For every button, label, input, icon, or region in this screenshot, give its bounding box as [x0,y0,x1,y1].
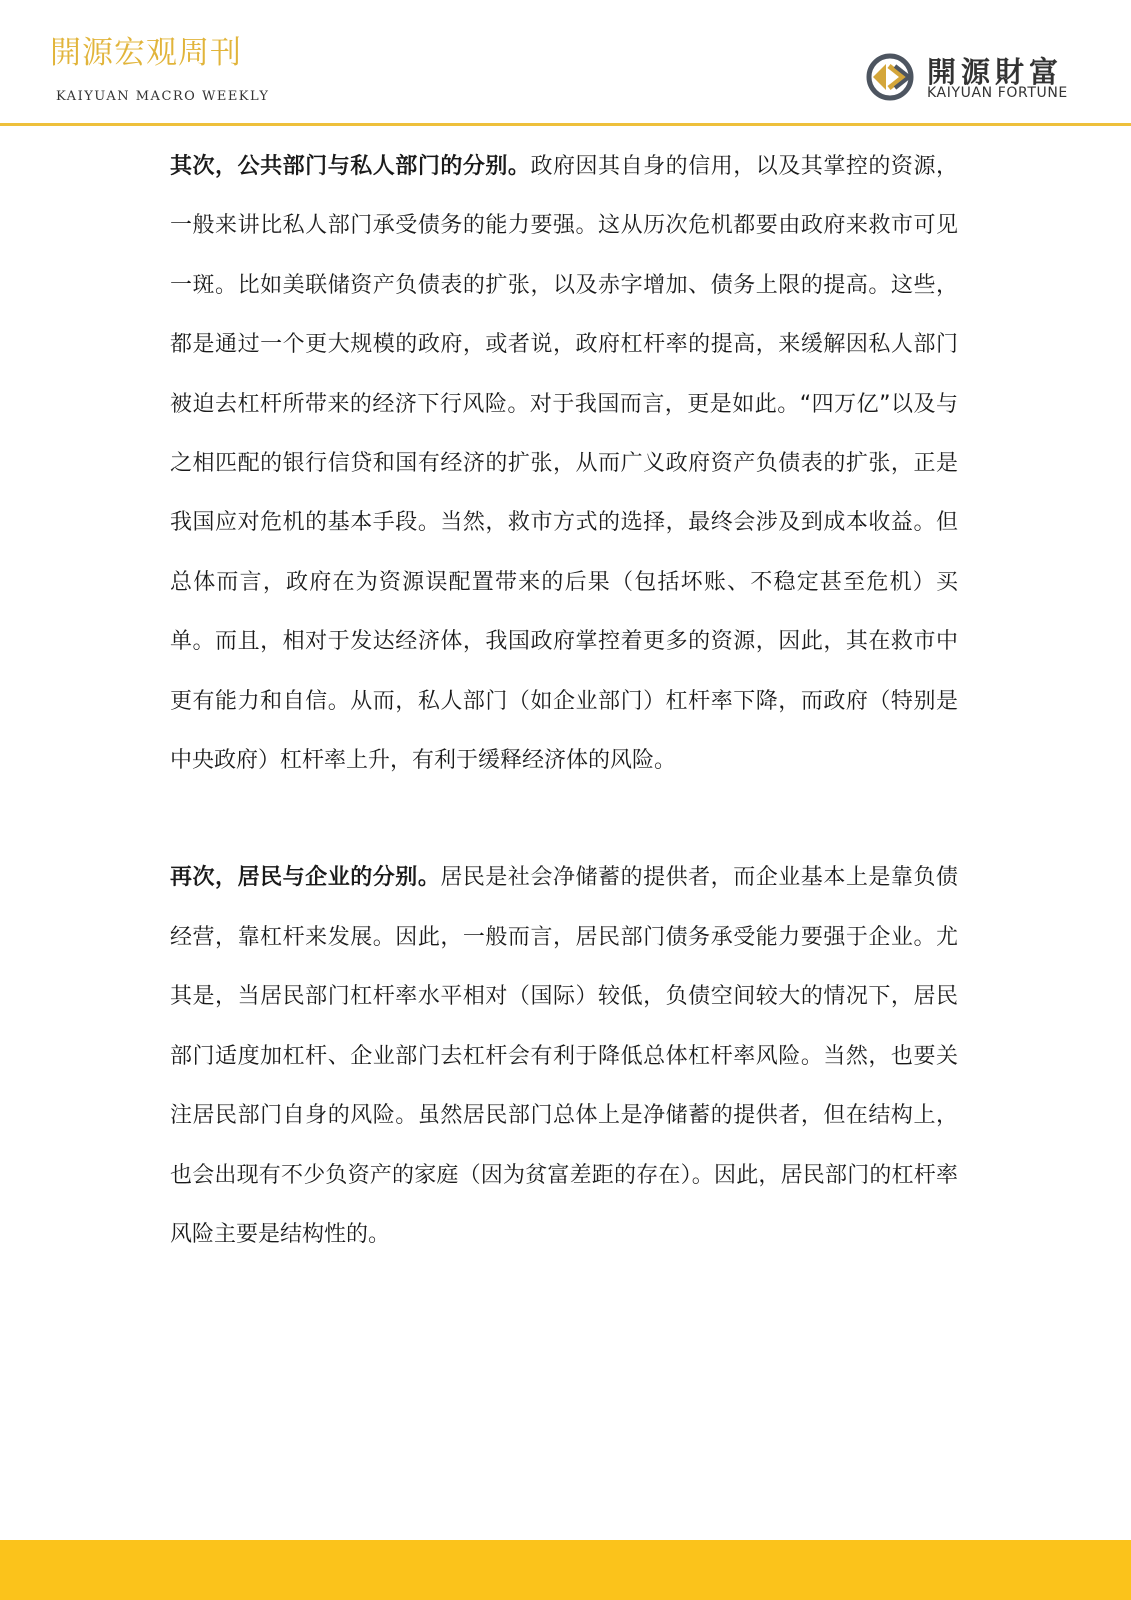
brand-name-cn: 開源財富 [927,55,1064,89]
report-title: 開源宏观周刊 [50,35,242,71]
brand-logo [865,50,1105,110]
paragraph-households-vs-corporates [170,848,958,1264]
brand-name-en: KAIYUAN FORTUNE [927,85,1068,101]
header-divider [0,123,1131,126]
report-subtitle: KAIYUAN MACRO WEEKLY [56,89,270,104]
footer-bar [0,1540,1131,1600]
paragraph-text: 政府因其自身的信用，以及其掌控的资源，一般来讲比私人部门承受债务的能力要强。这从历次危机都要由政府来救市可见一斑。比如美联储资产负债表的扩张，以及赤字增加、债务上限的提高。这些，都是通过一个更大规模的政府，或者说，政府杠杆率的提高，来缓解因私人部门被迫去杠杆所带来的经济下行风险。对于我国而言，更是如此。“四万亿”以及与之相匹配的银行信贷和国有经济的扩张，从而广义政府资产负债表的扩张，正是我国应对危机的基本手段。当然，救市方式的选择，最终会涉及到成本收益。但总体而言，政府在为资源误配置带来的后果（包括坏账、不稳定甚至危机）买单。而且，相对于发达经济体，我国政府掌控着更多的资源，因此，其在救市中更有能力和自信。从而，私人部门（如企业部门）杠杆率下降，而政府（特别是中央政府）杠杆率上升，有利于缓释经济体的风险。 [170,154,958,774]
paragraph-lead: 其次，公共部门与私人部门的分别。 [170,154,531,179]
article-body [170,137,958,1264]
kaiyuan-logo-icon [865,52,915,102]
paragraph-text: 居民是社会净储蓄的提供者，而企业基本上是靠负债经营，靠杠杆来发展。因此，一般而言，居民部门债务承受能力要强于企业。尤其是，当居民部门杠杆率水平相对（国际）较低，负债空间较大的情况下，居民部门适度加杠杆、企业部门去杠杆会有利于降低总体杠杆率风险。当然，也要关注居民部门自身的风险。虽然居民部门总体上是净储蓄的提供者，但在结构上，也会出现有不少负资产的家庭（因为贫富差距的存在）。因此，居民部门的杠杆率风险主要是结构性的。 [170,865,958,1247]
paragraph-lead: 再次，居民与企业的分别。 [170,865,441,891]
paragraph-public-vs-private [170,137,958,790]
